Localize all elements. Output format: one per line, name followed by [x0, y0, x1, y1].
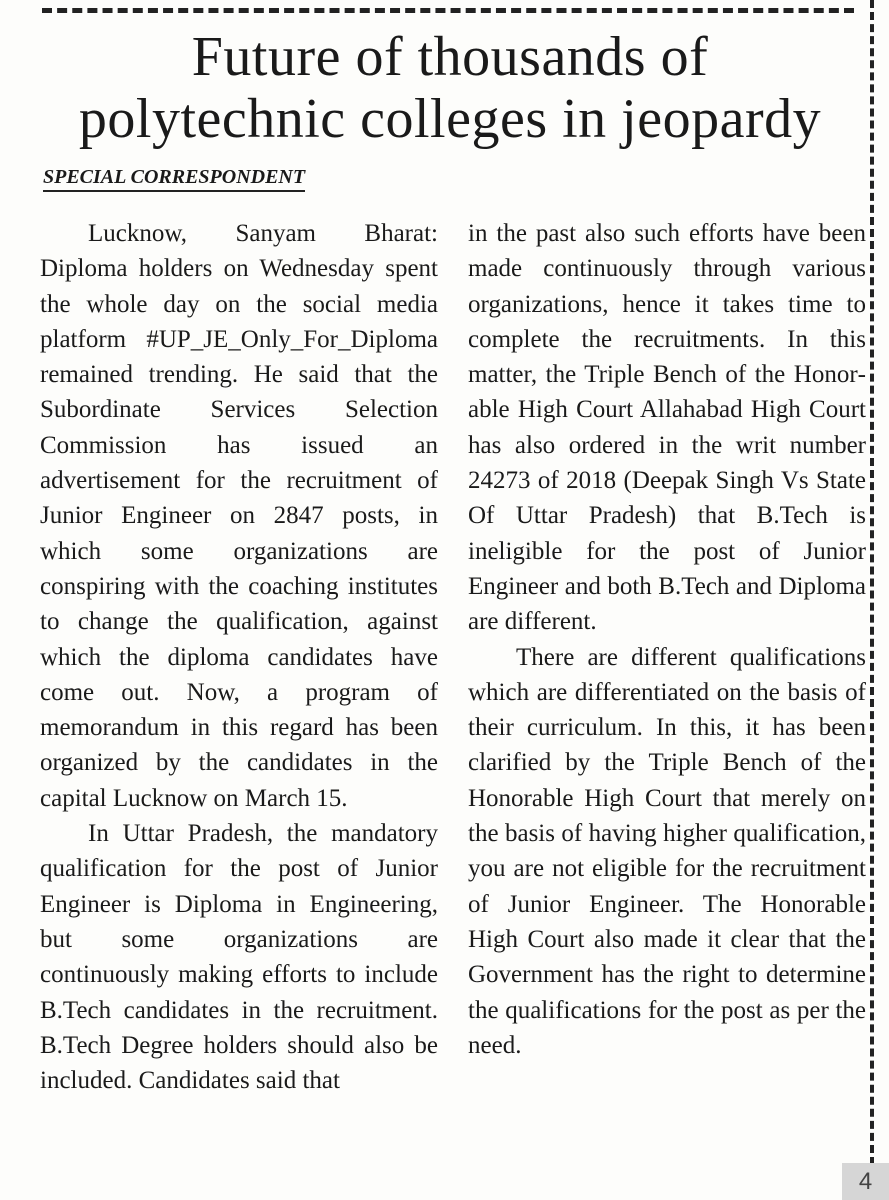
byline: SPECIAL CORRESPONDENT: [43, 166, 305, 192]
headline: [40, 26, 860, 150]
top-dashed-border: [42, 8, 854, 13]
page-number: 4: [842, 1163, 889, 1200]
article-column-right: [468, 216, 866, 1063]
article-column-left: [40, 216, 438, 1098]
right-dashed-border: [870, 0, 874, 1165]
headline-line-1: Future of thousands of: [191, 26, 709, 88]
paragraph-lead: Lucknow, Sanyam Bharat: Diploma holders on Wednesday spent the whole day on the social media platform #UP_JE_Only_For_Diploma remained trending. He said that the Subordinate Services Selection Commission has issued an advertisement for the recruitment of Junior Engineer on 2847 posts, in which some organizations are conspiring with the coaching institutes to change the qualification, against which the diploma candidates have come out. Now, a program of memorandum in this regard has been organized by the candidates in the capital Lucknow on March 15.: [40, 220, 438, 812]
headline-line-2: polytechnic colleges in jeopardy: [78, 88, 822, 150]
paragraph-qualification: In Uttar Pradesh, the mandatory qualification for the post of Junior Engineer is Diploma in Engineering, but some organizations are continuously making efforts to include B.Tech candidates in the recruitment. B.Tech Degree holders should also be included. Candidates said that: [40, 820, 438, 1095]
paragraph-curriculum: There are different qualifications which are differentiated on the basis of their curriculum. In this, it has been clarified by the Triple Bench of the Honorable High Court that merely on the basis of having higher qualification, you are not eligible for the recruitment of Junior Engineer. The Honorable High Court also made it clear that the Government has the right to determine the qualifications for the post as per the need.: [468, 643, 866, 1059]
paragraph-continued: in the past also such efforts have been made continuously through various organizations, hence it takes time to complete the recruitments. In this matter, the Triple Bench of the Honorable High Court Allahabad High Court has also ordered in the writ number 24273 of 2018 (Deepak Singh Vs State Of Uttar Pradesh) that B.Tech is ineligible for the post of Junior Engineer and both B.Tech and Diploma are different.: [468, 220, 866, 636]
